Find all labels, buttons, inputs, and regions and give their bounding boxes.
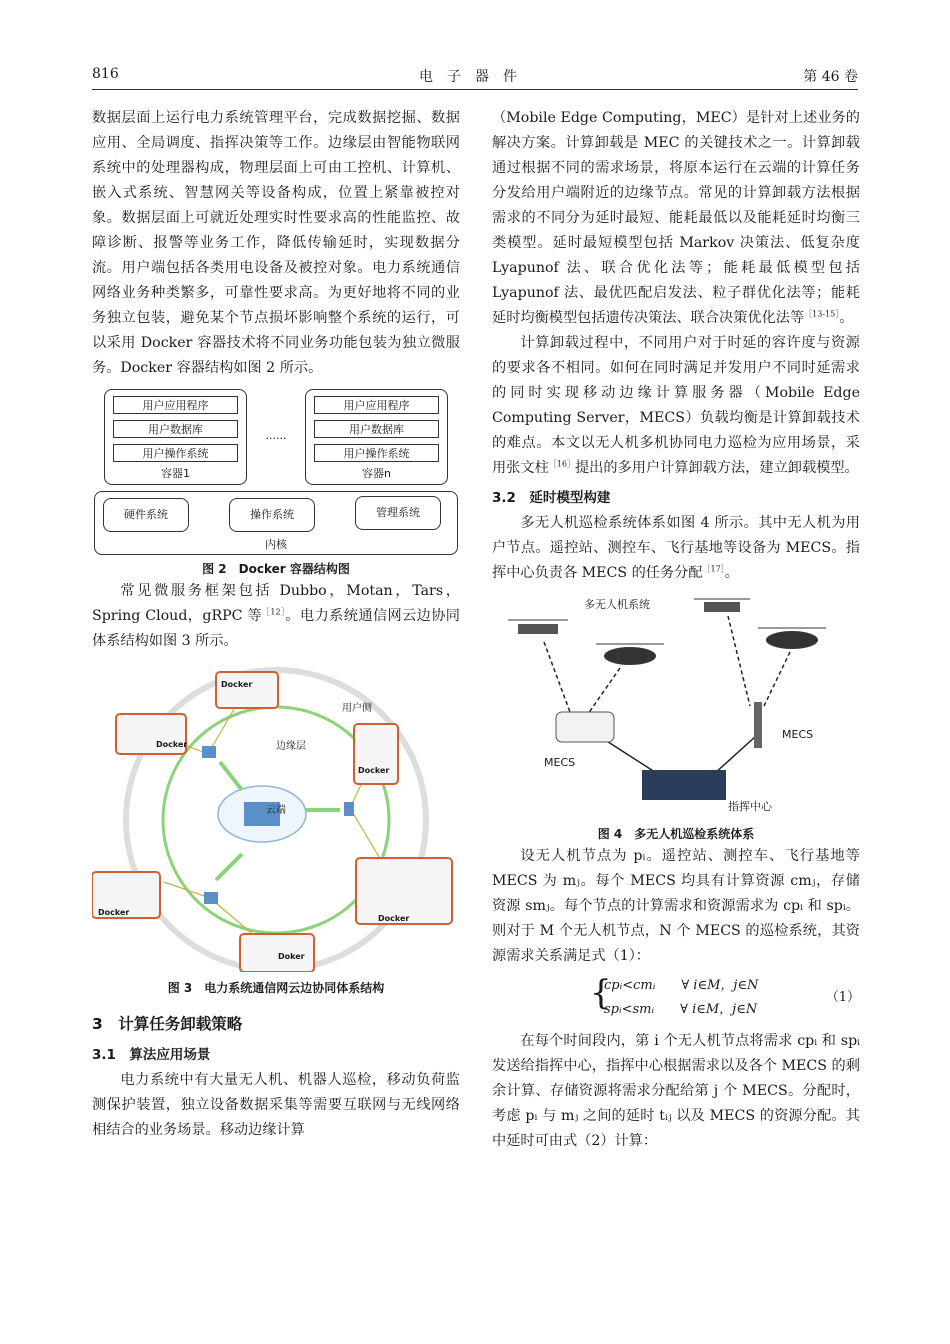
drone-icon (694, 599, 750, 612)
uav-system-label: 多无人机系统 (584, 598, 650, 611)
docker-label: Docker (156, 740, 188, 749)
gateway-icon (202, 746, 216, 758)
left-column (92, 106, 460, 1143)
section-heading: 3 计算任务卸载策略 (92, 1015, 243, 1033)
container-n-app-label: 用户应用程序 (343, 399, 410, 412)
container-1-app-label: 用户应用程序 (142, 399, 209, 412)
paragraph-text: 常见微服务框架包括 Dubbo，Motan，Tars，Spring Cloud，gRPC 等 (92, 583, 460, 624)
helicopter-icon (596, 644, 664, 665)
running-header (92, 62, 858, 90)
figure-3-caption: 图 3 电力系统通信网云边协同体系结构 (167, 981, 385, 995)
operating-system-label: 操作系统 (250, 508, 294, 521)
container-1-db-label: 用户数据库 (148, 423, 203, 436)
gateway-icon (204, 892, 218, 904)
helicopter-icon (758, 628, 826, 649)
cloud-label: 云端 (266, 805, 286, 816)
citation: ［12］ (262, 607, 286, 617)
paragraph (492, 106, 860, 331)
ellipsis: ...... (265, 429, 287, 442)
operating-system (229, 498, 315, 532)
equation-1 (492, 971, 860, 1023)
paragraph-text: 。 (839, 310, 854, 326)
paragraph-text: 多无人机巡检系统体系如图 4 所示。其中无人机为用户节点。遥控站、测控车、飞行基地等设备为 MECS。指挥中心负责各 MECS 的任务分配 (492, 515, 860, 581)
docker-label: Docker (378, 914, 410, 923)
container-1-os (113, 444, 238, 462)
container-1-label: 容器1 (161, 467, 190, 480)
figure-2-caption: 图 2 Docker 容器结构图 (202, 562, 350, 576)
citation: ［17］ (702, 564, 725, 574)
container-n-db-label: 用户数据库 (349, 423, 404, 436)
paragraph: 数据层面上运行电力系统管理平台，完成数据挖掘、数据应用、全局调度、指挥决策等工作。边缘层由智能物联网系统中的处理器构成，物理层面上可由工控机、计算机、嵌入式系统、智慧网关等设备构成，位置上紧靠被控对象。数据层面上可就近处理实时性要求高的性能监控、故障诊断、报警等业务工作，降低传输延时，实现数据分流。用户端包括各类用电设备及被控对象。电力系统通信网络业务种类繁多，可靠性要求高。为更好地将不同的业务独立包装，避免某个节点损坏影响整个系统的运行，可以采用 Docker 容器技术将不同业务功能包装为独立微服务。Docker 容器结构如图 2 所示。 (92, 110, 460, 376)
container-n-db (314, 420, 439, 438)
paragraph: 在每个时间段内，第 i 个无人机节点将需求 cpᵢ 和 spᵢ 发送给指挥中心，指挥中心根据需求以及各个 MECS 的剩余计算、存储资源将需求分配给第 j 个 MECS。分配时，考虑 pᵢ 与 mⱼ 之间的延时 tᵢⱼ 以及 MECS 的资源分配。其中延时可由式（2）计算： (492, 1033, 860, 1149)
solid-links (602, 736, 756, 774)
paragraph-text: 。电力系统通信网云边协同体系结构如图 3 所示。 (92, 608, 460, 649)
docker-label: Docker (221, 680, 253, 689)
uav-diagram (492, 594, 860, 824)
equation-line: cpᵢ<cmᵢ ∀ i∈M，j∈N (604, 978, 759, 993)
management-system (355, 496, 441, 530)
hardware-system-label: 硬件系统 (124, 508, 168, 521)
paragraph-text: 计算卸载过程中，不同用户对于时延的容许度与资源的要求各不相同。如何在同时满足并发用户不同时延需求的同时实现移动边缘计算服务器（Mobile Edge Computing Server，MECS）负载均衡是计算卸载技术的难点。本文以无人机多机协同电力巡检为应用场景，采用张文柱 (492, 335, 860, 476)
paragraph-text: 。 (724, 565, 739, 581)
container-n-os (314, 444, 439, 462)
equation-number: （1） (825, 990, 860, 1005)
subsection-heading: 3.1 算法应用场景 (92, 1047, 211, 1063)
van-icon (556, 712, 614, 742)
kernel-box (94, 491, 458, 555)
paragraph: 电力系统中有大量无人机、机器人巡检，移动负荷监测保护装置，独立设备数据采集等需要互联网与无线网络相结合的业务场景。移动边缘计算 (92, 1072, 460, 1138)
paragraph: 设无人机节点为 pᵢ。遥控站、测控车、飞行基地等 MECS 为 mⱼ。每个 MECS 均具有计算资源 cmⱼ，存储资源 smⱼ。每个节点的计算需求和资源需求为 cpᵢ 和 spᵢ。则对于 M 个无人机节点，N 个 MECS 的巡检系统，其资源需求关系满足式（1）： (492, 848, 860, 964)
paragraph (492, 511, 860, 586)
right-column (492, 106, 860, 1154)
management-system-label: 管理系统 (376, 506, 420, 519)
gateway-icon (344, 802, 354, 816)
container-1-os-label: 用户操作系统 (142, 447, 209, 460)
command-center-label: 指挥中心 (728, 800, 772, 813)
kernel-label: 内核 (265, 538, 287, 551)
page-number: 816 (92, 66, 119, 82)
figure-4-uav-system (492, 594, 860, 844)
user-side-label: 用户侧 (342, 703, 372, 714)
container-1-app (113, 396, 238, 414)
hardware-system (103, 498, 189, 532)
docker-label: Docker (98, 908, 130, 917)
container-n-label: 容器n (362, 467, 391, 480)
paragraph (92, 579, 460, 654)
subsection-heading: 3.2 延时模型构建 (492, 490, 611, 506)
mecs-left-label: MECS (544, 756, 576, 769)
citation: ［13-15］ (804, 309, 840, 319)
container-n-app (314, 396, 439, 414)
paragraph-text: （Mobile Edge Computing，MEC）是针对上述业务的解决方案。计算卸载是 MEC 的关键技术之一。计算卸载通过根据不同的需求场景，将原本运行在云端的计算任务分发给用户端附近的边缘节点。常见的计算卸载方法根据需求的不同分为延时最短、能耗最低以及能耗延时均衡三类模型。延时最短模型包括 Markov 决策法、低复杂度 Lyapunof 法、联合优化法等；能耗最低模型包括 Lyapunof 法、最优匹配启发法、粒子群优化法等；能耗延时均衡模型包括遗传决策法、联合决策优化法等 (492, 110, 860, 326)
docker-label: Doker (278, 952, 305, 961)
mecs-right-label: MECS (782, 728, 814, 741)
edge-layer-label: 边缘层 (276, 741, 306, 752)
paragraph-text: 提出的多用户计算卸载方法，建立卸载模型。 (574, 460, 859, 476)
docker-label: Docker (358, 766, 390, 775)
figure-4-caption: 图 4 多无人机巡检系统体系 (597, 827, 755, 841)
figure-3-cloud-edge (92, 662, 460, 1002)
tower-icon (754, 702, 762, 748)
equation-brace: { (590, 973, 612, 1013)
command-center-icon (642, 770, 726, 800)
container-n (305, 389, 448, 485)
paragraph (492, 331, 860, 481)
cloud-icon (218, 786, 306, 842)
drone-icon (508, 620, 568, 634)
volume-number: 第 46 卷 (803, 69, 858, 85)
citation: ［16］ (548, 459, 575, 469)
equation-line: spᵢ<smᵢ ∀ i∈M，j∈N (604, 1002, 758, 1017)
container-n-os-label: 用户操作系统 (343, 447, 410, 460)
journal-title: 电子器件 (419, 69, 531, 85)
dashed-links (544, 616, 790, 714)
figure-2-docker-structure (92, 389, 460, 579)
